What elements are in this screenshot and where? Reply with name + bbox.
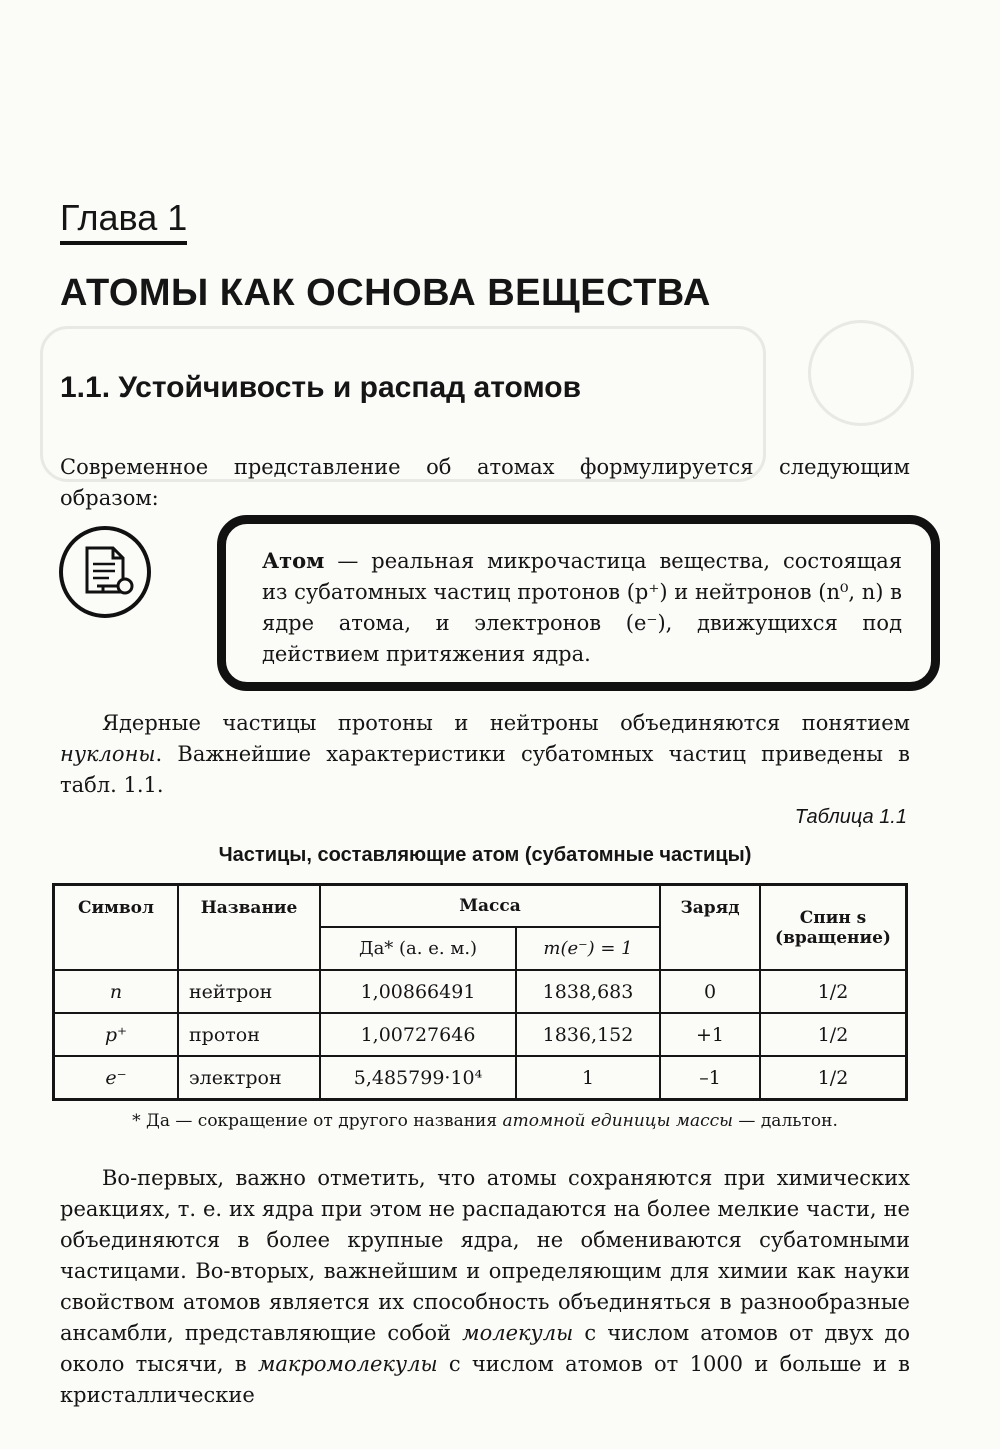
header-spin: Спин s (вращение) <box>760 885 907 971</box>
body-term-macromolecules: макромолекулы <box>257 1352 438 1376</box>
cell-name: нейтрон <box>178 970 320 1013</box>
definition-term: Атом <box>262 548 325 573</box>
cell-mass-me: 1838,683 <box>516 970 660 1013</box>
header-mass-da: Да* (а. е. м.) <box>320 927 516 970</box>
cell-mass-da: 5,485799·10⁴ <box>320 1056 516 1100</box>
cell-name: электрон <box>178 1056 320 1100</box>
cell-symbol: e⁻ <box>54 1056 179 1100</box>
intro-paragraph: Современное представление об атомах формулируется следующим образом: <box>60 455 910 510</box>
section-title: 1.1. Устойчивость и распад атомов <box>60 371 582 404</box>
body-text-2: с числом атомов от двух до около тысячи, в <box>60 1321 910 1376</box>
header-mass: Масса <box>320 885 660 928</box>
table-row <box>54 1056 907 1100</box>
document-key-icon <box>57 524 153 620</box>
cell-symbol: p⁺ <box>54 1013 179 1056</box>
table-footnote <box>60 1111 910 1131</box>
cell-mass-da: 1,00727646 <box>320 1013 516 1056</box>
cell-charge: 0 <box>660 970 760 1013</box>
body-text-3: с числом атомов от 1000 и больше и в кристаллические <box>60 1352 910 1407</box>
chapter-label: Глава 1 <box>60 197 187 245</box>
footnote-text-1: * Да — сокращение от другого названия <box>132 1111 503 1131</box>
header-name: Название <box>178 885 320 971</box>
show-through-header <box>62 44 932 61</box>
footnote-term: атомной единицы массы <box>502 1111 734 1131</box>
nucleons-paragraph <box>60 708 910 801</box>
nucleons-text-2: . Важнейшие характеристики субатомных частиц приведены в табл. 1.1. <box>60 742 910 797</box>
particles-table <box>52 883 908 1101</box>
cell-charge: +1 <box>660 1013 760 1056</box>
cell-spin: 1/2 <box>760 1056 907 1100</box>
cell-charge: –1 <box>660 1056 760 1100</box>
cell-spin: 1/2 <box>760 970 907 1013</box>
nucleons-term: нуклоны <box>60 742 156 766</box>
definition-box <box>217 515 940 691</box>
cell-spin: 1/2 <box>760 1013 907 1056</box>
table-number: Таблица 1.1 <box>794 806 907 828</box>
table-row <box>54 970 907 1013</box>
definition-body: — реальная микрочастица вещества, состоящая из субатомных частиц протонов (p⁺) и нейтронов (n⁰, n) в ядре атома, и электронов (e⁻), движущихся под действием притяжения ядра. <box>262 549 902 666</box>
body-text-1: Во-первых, важно отметить, что атомы сохраняются при химических реакциях, т. е. их ядра при этом не распадаются на более мелкие части, не объединяются в более крупные ядра, не обмениваются субатомными частицами. Во-вторых, важнейшим и определяющим для химии как науки свойством атомов является их способность объединяться в разнообразные ансамбли, представляющие собой <box>60 1166 910 1345</box>
cell-name: протон <box>178 1013 320 1056</box>
header-mass-me: m(e⁻) = 1 <box>516 927 660 970</box>
footnote-text-2: — дальтон. <box>733 1111 838 1131</box>
header-charge: Заряд <box>660 885 760 971</box>
cell-mass-da: 1,00866491 <box>320 970 516 1013</box>
cell-mass-me: 1836,152 <box>516 1013 660 1056</box>
chapter-title: АТОМЫ КАК ОСНОВА ВЕЩЕСТВА <box>60 272 711 314</box>
cell-symbol: n <box>54 970 179 1013</box>
show-through-circle <box>808 320 914 426</box>
table-caption: Частицы, составляющие атом (субатомные частицы) <box>218 844 752 866</box>
body-term-molecules: молекулы <box>462 1321 574 1345</box>
definition-text <box>262 545 902 670</box>
nucleons-text-1: Ядерные частицы протоны и нейтроны объединяются понятием <box>102 711 910 735</box>
header-symbol: Символ <box>54 885 179 971</box>
body-paragraph <box>60 1163 910 1411</box>
cell-mass-me: 1 <box>516 1056 660 1100</box>
table-row <box>54 1013 907 1056</box>
